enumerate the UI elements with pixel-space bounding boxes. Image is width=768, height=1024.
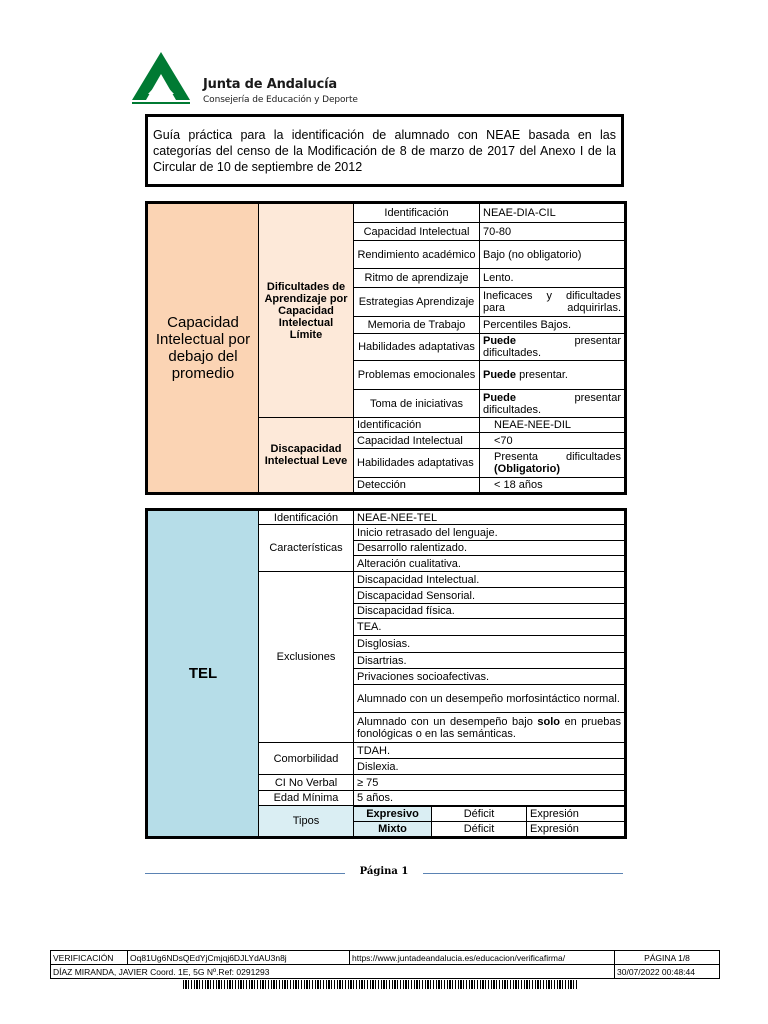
row-label: Identificación xyxy=(354,203,480,223)
category-tel: TEL xyxy=(147,510,259,838)
tipo-value: Expresión xyxy=(527,806,626,822)
value-bold: Puede xyxy=(483,369,517,381)
tipo-value: Déficit xyxy=(432,806,527,822)
row-label: Comorbilidad xyxy=(259,743,354,775)
verification-page: PÁGINA 1/8 xyxy=(615,951,720,965)
list-item: Desarrollo ralentizado. xyxy=(354,541,626,556)
junta-logo xyxy=(130,50,360,106)
subcategory-dil: Discapacidad Intelectual Leve xyxy=(259,418,354,494)
row-label: Tipos xyxy=(259,806,354,838)
value-rest: presentar. xyxy=(516,369,568,381)
value-rest: dificultades. xyxy=(483,347,542,359)
value-bold: (Obligatorio) xyxy=(494,463,560,475)
row-label: Identificación xyxy=(354,418,480,433)
verification-label: VERIFICACIÓN xyxy=(51,951,128,965)
value-rest: presentar xyxy=(574,391,621,404)
verification-signer: DÍAZ MIRANDA, JAVIER Coord. 1E, 5G Nº.Ref: 0291293 xyxy=(51,965,615,979)
org-name: Junta de Andalucía xyxy=(203,77,337,92)
list-item: Alteración cualitativa. xyxy=(354,556,626,572)
list-item: TEA. xyxy=(354,619,626,636)
tipo-value: Déficit xyxy=(432,822,527,838)
row-label: Rendimiento académico xyxy=(354,241,480,269)
value-bold: Puede xyxy=(483,335,517,347)
row-label: Toma de iniciativas xyxy=(354,390,480,418)
list-item-text: Alumnado con un desempeño bajo xyxy=(357,715,538,728)
value-bold: Puede xyxy=(483,391,517,404)
row-label: Exclusiones xyxy=(259,572,354,743)
tipo-value: Expresión xyxy=(527,822,626,838)
list-item: Discapacidad Sensorial. xyxy=(354,588,626,604)
row-value: Ineficaces y dificultades para adquirirlas. xyxy=(480,288,626,317)
row-value: Percentiles Bajos. xyxy=(480,317,626,334)
row-value xyxy=(480,449,626,478)
row-value xyxy=(480,334,626,361)
table-capacidad-intelectual xyxy=(145,201,627,495)
junta-leaf-icon xyxy=(130,50,192,106)
row-label: Capacidad Intelectual xyxy=(354,223,480,241)
subcategory-dia-cil: Dificultades de Aprendizaje por Capacidad Intelectual Límite xyxy=(259,203,354,418)
verification-url[interactable]: https://www.juntadeandalucia.es/educacion/verificafirma/ xyxy=(350,951,615,965)
page-number: Página 1 xyxy=(359,866,409,877)
document-title: Guía práctica para la identificación de alumnado con NEAE basada en las categorías del censo de la Modificación de 8 de marzo de 2017 del Anexo I de la Circular de 10 de septiembre de 2012 xyxy=(145,114,624,187)
verification-timestamp: 30/07/2022 00:48:44 xyxy=(615,965,720,979)
row-value xyxy=(480,390,626,418)
list-item: Disartrias. xyxy=(354,653,626,669)
list-item: Discapacidad Intelectual. xyxy=(354,572,626,588)
row-label: Características xyxy=(259,525,354,572)
row-value: NEAE-DIA-CIL xyxy=(480,203,626,223)
row-label: Habilidades adaptativas xyxy=(354,334,480,361)
row-label: Edad Mínima xyxy=(259,791,354,806)
row-label: Ritmo de aprendizaje xyxy=(354,269,480,288)
row-label: Identificación xyxy=(259,510,354,525)
row-label: Habilidades adaptativas xyxy=(354,449,480,478)
row-value xyxy=(480,361,626,390)
list-item: Alumnado con un desempeño morfosintáctico normal. xyxy=(354,685,626,713)
tipo-name: Mixto xyxy=(354,822,432,838)
value-rest: dificultades. xyxy=(483,403,542,416)
value-rest: Presenta dificultades xyxy=(494,451,621,463)
list-item: Privaciones socioafectivas. xyxy=(354,669,626,685)
list-item: Disglosias. xyxy=(354,636,626,653)
list-item xyxy=(354,713,626,743)
row-value: 5 años. xyxy=(354,791,626,806)
table-tel xyxy=(145,508,627,839)
row-label: CI No Verbal xyxy=(259,775,354,791)
row-label: Estrategias Aprendizaje xyxy=(354,288,480,317)
barcode-icon xyxy=(183,980,579,989)
list-item-text: en pruebas fonológicas o en las semánticas. xyxy=(357,715,621,740)
row-value: ≥ 75 xyxy=(354,775,626,791)
verification-code: Oq81Ug6NDsQEdYjCmjqj6DJLYdAU3n8j xyxy=(128,951,350,965)
category-capacidad-intelectual: Capacidad Intelectual por debajo del promedio xyxy=(147,203,259,494)
footer-rule-left xyxy=(145,873,345,874)
org-subtitle: Consejería de Educación y Deporte xyxy=(203,95,358,105)
row-label: Detección xyxy=(354,478,480,494)
row-value: 70-80 xyxy=(480,223,626,241)
row-value: NEAE-NEE-DIL xyxy=(480,418,626,433)
row-value: NEAE-NEE-TEL xyxy=(354,510,626,525)
row-label: Problemas emocionales xyxy=(354,361,480,390)
footer-rule-right xyxy=(423,873,623,874)
list-item: Discapacidad física. xyxy=(354,604,626,619)
row-value: < 18 años xyxy=(480,478,626,494)
value-rest: presentar xyxy=(574,335,621,347)
row-label: Memoria de Trabajo xyxy=(354,317,480,334)
list-item-bold: solo xyxy=(537,715,560,728)
list-item: TDAH. xyxy=(354,743,626,759)
list-item: Inicio retrasado del lenguaje. xyxy=(354,525,626,541)
row-label: Capacidad Intelectual xyxy=(354,433,480,449)
row-value: <70 xyxy=(480,433,626,449)
row-value: Lento. xyxy=(480,269,626,288)
list-item: Dislexia. xyxy=(354,759,626,775)
verification-table xyxy=(50,950,720,979)
tipo-name: Expresivo xyxy=(354,806,432,822)
row-value: Bajo (no obligatorio) xyxy=(480,241,626,269)
